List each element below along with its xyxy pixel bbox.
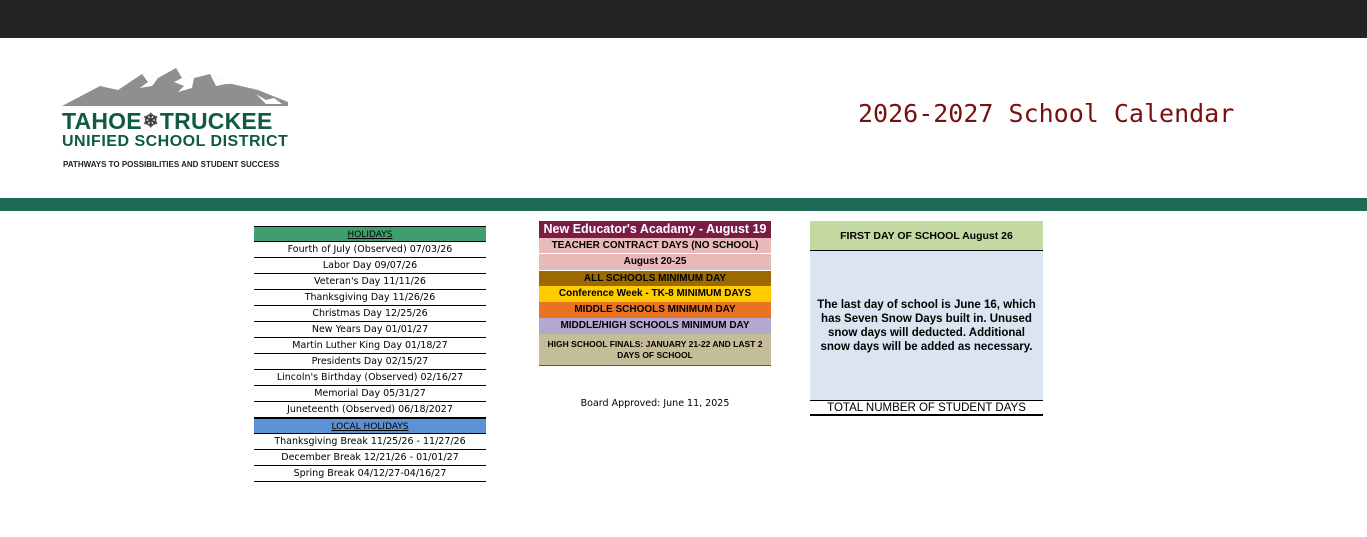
- local-holiday-row: December Break 12/21/26 - 01/01/27: [254, 450, 486, 466]
- local-holiday-row: Spring Break 04/12/27-04/16/27: [254, 466, 486, 482]
- logo-name-line1: TAHOE❄TRUCKEE: [62, 108, 273, 134]
- legend-teacher-contract-days: TEACHER CONTRACT DAYS (NO SCHOOL): [539, 238, 771, 254]
- holiday-row: New Years Day 01/01/27: [254, 322, 486, 338]
- holiday-row: Juneteenth (Observed) 06/18/2027: [254, 402, 486, 418]
- holiday-row: Martin Luther King Day 01/18/27: [254, 338, 486, 354]
- legend-contract-dates: August 20-25: [539, 254, 771, 270]
- holiday-row: Thanksgiving Day 11/26/26: [254, 290, 486, 306]
- holidays-header: HOLIDAYS: [254, 226, 486, 242]
- total-student-days-label: TOTAL NUMBER OF STUDENT DAYS: [810, 400, 1043, 416]
- holiday-row: Lincoln's Birthday (Observed) 02/16/27: [254, 370, 486, 386]
- snowflake-icon: ❄: [142, 111, 159, 132]
- holiday-row: Labor Day 09/07/26: [254, 258, 486, 274]
- legend-all-schools-minimum-day: ALL SCHOOLS MINIMUM DAY: [539, 270, 771, 286]
- logo-tagline: PATHWAYS TO POSSIBILITIES AND STUDENT SUCCESS: [63, 160, 280, 169]
- local-holidays-header: LOCAL HOLIDAYS: [254, 418, 486, 434]
- legend-high-school-finals: HIGH SCHOOL FINALS: JANUARY 21-22 AND LAST 2 DAYS OF SCHOOL: [539, 334, 771, 366]
- legend-conference-week: Conference Week - TK-8 MINIMUM DAYS: [539, 286, 771, 302]
- board-approved-note: Board Approved: June 11, 2025: [580, 398, 730, 409]
- mountain-logo-icon: [60, 64, 292, 110]
- legend-middle-high-minimum-day: MIDDLE/HIGH SCHOOLS MINIMUM DAY: [539, 318, 771, 334]
- page-title: 2026-2027 School Calendar: [858, 99, 1235, 128]
- district-logo[interactable]: [60, 64, 300, 174]
- first-day-of-school: FIRST DAY OF SCHOOL August 26: [810, 221, 1043, 251]
- school-days-info: [810, 221, 1043, 416]
- holidays-table: [254, 226, 486, 482]
- legend-middle-schools-minimum-day: MIDDLE SCHOOLS MINIMUM DAY: [539, 302, 771, 318]
- local-holiday-row: Thanksgiving Break 11/25/26 - 11/27/26: [254, 434, 486, 450]
- logo-name-line2: UNIFIED SCHOOL DISTRICT: [62, 133, 289, 150]
- top-bar: [0, 0, 1367, 38]
- snow-days-note: The last day of school is June 16, which has Seven Snow Days built in. Unused snow days will deducted. Additional snow days will be added as necessary.: [810, 251, 1043, 400]
- holiday-row: Veteran's Day 11/11/26: [254, 274, 486, 290]
- holiday-row: Fourth of July (Observed) 07/03/26: [254, 242, 486, 258]
- legend-new-educator-academy: New Educator's Acadamy - August 19: [539, 221, 771, 238]
- holiday-row: Christmas Day 12/25/26: [254, 306, 486, 322]
- header-divider: [0, 198, 1367, 211]
- calendar-legend: [539, 221, 771, 366]
- holiday-row: Presidents Day 02/15/27: [254, 354, 486, 370]
- holiday-row: Memorial Day 05/31/27: [254, 386, 486, 402]
